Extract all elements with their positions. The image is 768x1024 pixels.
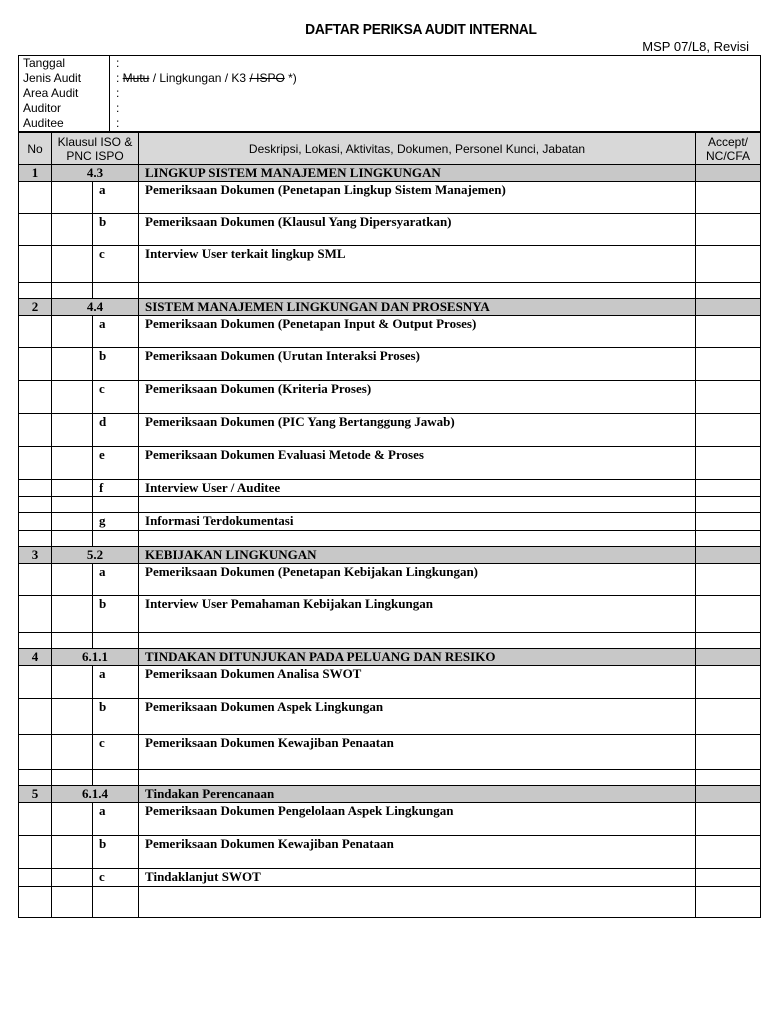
item-letter: d (93, 414, 139, 447)
section-accept-cell[interactable] (696, 649, 761, 666)
item-letter: c (93, 735, 139, 770)
jenis-suffix: *) (284, 71, 297, 85)
checklist-item-row (19, 447, 761, 480)
item-description: Informasi Terdokumentasi (139, 513, 696, 531)
item-accept-cell[interactable] (696, 246, 761, 283)
item-no-cell (19, 803, 52, 836)
section-no: 1 (19, 165, 52, 182)
item-clause-cell (52, 348, 93, 381)
item-accept-cell[interactable] (696, 869, 761, 887)
section-row (19, 649, 761, 666)
item-description: Pemeriksaan Dokumen (Penetapan Lingkup Sistem Manajemen) (139, 182, 696, 214)
item-letter: a (93, 564, 139, 596)
item-no-cell (19, 480, 52, 497)
item-clause-cell (52, 214, 93, 246)
info-label-auditor: Auditor (19, 101, 110, 116)
item-description: Pemeriksaan Dokumen (PIC Yang Bertanggung Jawab) (139, 414, 696, 447)
item-clause-cell (52, 381, 93, 414)
blank-cell (93, 770, 139, 786)
section-no: 4 (19, 649, 52, 666)
blank-row (19, 770, 761, 786)
item-clause-cell (52, 414, 93, 447)
blank-cell (19, 531, 52, 547)
blank-row (19, 283, 761, 299)
item-description: Pemeriksaan Dokumen (Urutan Interaksi Proses) (139, 348, 696, 381)
checklist-item-row (19, 182, 761, 214)
section-clause: 4.3 (52, 165, 139, 182)
audit-info-table (18, 55, 761, 132)
item-clause-cell (52, 447, 93, 480)
section-row (19, 165, 761, 182)
item-letter: b (93, 348, 139, 381)
info-value-tanggal[interactable]: : (110, 56, 761, 72)
item-clause-cell (52, 869, 93, 887)
blank-row (19, 497, 761, 513)
item-description: Pemeriksaan Dokumen (Kriteria Proses) (139, 381, 696, 414)
checklist-item-row (19, 803, 761, 836)
section-clause: 6.1.4 (52, 786, 139, 803)
info-value-area-audit[interactable]: : (110, 86, 761, 101)
item-letter: a (93, 182, 139, 214)
item-no-cell (19, 246, 52, 283)
blank-cell (52, 497, 93, 513)
item-accept-cell[interactable] (696, 414, 761, 447)
accept-cell[interactable] (696, 531, 761, 547)
item-description: Interview User terkait lingkup SML (139, 246, 696, 283)
item-description: Pemeriksaan Dokumen Aspek Lingkungan (139, 699, 696, 735)
info-value-auditor[interactable]: : (110, 101, 761, 116)
info-label-tanggal: Tanggal (19, 56, 110, 72)
item-description: Pemeriksaan Dokumen Pengelolaan Aspek Lingkungan (139, 803, 696, 836)
item-description: Pemeriksaan Dokumen Analisa SWOT (139, 666, 696, 699)
item-clause-cell (52, 836, 93, 869)
blank-cell (19, 770, 52, 786)
blank-cell (139, 633, 696, 649)
item-accept-cell[interactable] (696, 480, 761, 497)
item-clause-cell (52, 513, 93, 531)
blank-cell (139, 770, 696, 786)
checklist-item-row (19, 316, 761, 348)
item-no-cell (19, 348, 52, 381)
accept-cell[interactable] (696, 633, 761, 649)
section-clause: 4.4 (52, 299, 139, 316)
item-no-cell (19, 564, 52, 596)
item-accept-cell[interactable] (696, 447, 761, 480)
header-accept: Accept/ NC/CFA (696, 133, 761, 165)
item-clause-cell (52, 666, 93, 699)
info-value-auditee[interactable]: : (110, 116, 761, 132)
section-clause: 5.2 (52, 547, 139, 564)
checklist-item-row (19, 414, 761, 447)
checklist-item-row (19, 381, 761, 414)
item-letter: c (93, 381, 139, 414)
checklist-item-row (19, 699, 761, 735)
item-clause-cell (52, 246, 93, 283)
blank-cell (93, 887, 139, 918)
item-letter: c (93, 869, 139, 887)
section-title: Tindakan Perencanaan (139, 786, 696, 803)
section-row (19, 786, 761, 803)
item-letter: c (93, 246, 139, 283)
item-accept-cell[interactable] (696, 666, 761, 699)
blank-row (19, 633, 761, 649)
section-no: 3 (19, 547, 52, 564)
section-accept-cell[interactable] (696, 299, 761, 316)
checklist-item-row (19, 246, 761, 283)
item-no-cell (19, 182, 52, 214)
item-description: Interview User / Auditee (139, 480, 696, 497)
blank-cell (139, 531, 696, 547)
item-letter: a (93, 803, 139, 836)
checklist-item-row (19, 513, 761, 531)
checklist-item-row (19, 480, 761, 497)
item-accept-cell[interactable] (696, 803, 761, 836)
item-accept-cell[interactable] (696, 596, 761, 633)
header-deskripsi: Deskripsi, Lokasi, Aktivitas, Dokumen, Personel Kunci, Jabatan (139, 133, 696, 165)
section-accept-cell[interactable] (696, 165, 761, 182)
checklist-item-row (19, 214, 761, 246)
item-letter: g (93, 513, 139, 531)
item-accept-cell[interactable] (696, 182, 761, 214)
accept-cell[interactable] (696, 283, 761, 299)
item-no-cell (19, 869, 52, 887)
section-accept-cell[interactable] (696, 547, 761, 564)
item-clause-cell (52, 699, 93, 735)
blank-row (19, 531, 761, 547)
item-no-cell (19, 735, 52, 770)
item-accept-cell[interactable] (696, 564, 761, 596)
header-klausul: Klausul ISO & PNC ISPO (52, 133, 139, 165)
blank-cell (52, 531, 93, 547)
blank-cell (93, 497, 139, 513)
blank-cell (93, 283, 139, 299)
item-letter: e (93, 447, 139, 480)
item-no-cell (19, 513, 52, 531)
item-accept-cell[interactable] (696, 316, 761, 348)
item-clause-cell (52, 316, 93, 348)
section-no: 5 (19, 786, 52, 803)
blank-cell (19, 283, 52, 299)
item-clause-cell (52, 480, 93, 497)
section-no: 2 (19, 299, 52, 316)
checklist-item-row (19, 666, 761, 699)
item-no-cell (19, 447, 52, 480)
item-no-cell (19, 596, 52, 633)
document-title: DAFTAR PERIKSA AUDIT INTERNAL (305, 21, 537, 38)
blank-cell (52, 887, 93, 918)
item-accept-cell[interactable] (696, 699, 761, 735)
blank-row (19, 887, 761, 918)
blank-cell (19, 497, 52, 513)
item-no-cell (19, 214, 52, 246)
blank-cell (52, 283, 93, 299)
section-clause: 6.1.1 (52, 649, 139, 666)
item-no-cell (19, 699, 52, 735)
header-no: No (19, 133, 52, 165)
accept-cell[interactable] (696, 770, 761, 786)
info-label-area-audit: Area Audit (19, 86, 110, 101)
item-letter: b (93, 836, 139, 869)
section-title: SISTEM MANAJEMEN LINGKUNGAN DAN PROSESNYA (139, 299, 696, 316)
checklist-table (18, 132, 761, 918)
item-letter: a (93, 316, 139, 348)
item-accept-cell[interactable] (696, 214, 761, 246)
item-description: Pemeriksaan Dokumen (Klausul Yang Dipersyaratkan) (139, 214, 696, 246)
checklist-item-row (19, 564, 761, 596)
item-accept-cell[interactable] (696, 381, 761, 414)
accept-cell[interactable] (696, 887, 761, 918)
document-code: MSP 07/L8, Revisi (642, 39, 749, 54)
blank-cell (139, 887, 696, 918)
item-description: Pemeriksaan Dokumen Kewajiban Penataan (139, 836, 696, 869)
item-clause-cell (52, 564, 93, 596)
item-description: Pemeriksaan Dokumen Evaluasi Metode & Proses (139, 447, 696, 480)
checklist-item-row (19, 836, 761, 869)
item-letter: b (93, 214, 139, 246)
item-description: Pemeriksaan Dokumen (Penetapan Kebijakan Lingkungan) (139, 564, 696, 596)
item-no-cell (19, 666, 52, 699)
blank-cell (93, 531, 139, 547)
item-clause-cell (52, 596, 93, 633)
item-no-cell (19, 836, 52, 869)
jenis-option-ispo: / ISPO (249, 71, 285, 85)
info-label-jenis-audit: Jenis Audit (19, 71, 110, 86)
checklist-item-row (19, 735, 761, 770)
item-letter: f (93, 480, 139, 497)
item-no-cell (19, 381, 52, 414)
item-letter: b (93, 596, 139, 633)
blank-cell (19, 633, 52, 649)
jenis-option-mutu: Mutu (122, 71, 150, 85)
info-value-jenis-audit[interactable] (110, 71, 761, 86)
jenis-prefix: : (116, 71, 123, 85)
checklist-item-row (19, 596, 761, 633)
section-title: TINDAKAN DITUNJUKAN PADA PELUANG DAN RESIKO (139, 649, 696, 666)
checklist-item-row (19, 869, 761, 887)
item-accept-cell[interactable] (696, 735, 761, 770)
blank-cell (52, 633, 93, 649)
item-accept-cell[interactable] (696, 836, 761, 869)
accept-cell[interactable] (696, 497, 761, 513)
checklist-item-row (19, 348, 761, 381)
section-row (19, 299, 761, 316)
item-description: Tindaklanjut SWOT (139, 869, 696, 887)
blank-cell (52, 770, 93, 786)
item-clause-cell (52, 735, 93, 770)
jenis-option-lingkungan-k3: / Lingkungan / K3 (149, 71, 250, 85)
item-clause-cell (52, 182, 93, 214)
info-label-auditee: Auditee (19, 116, 110, 132)
section-accept-cell[interactable] (696, 786, 761, 803)
section-title: KEBIJAKAN LINGKUNGAN (139, 547, 696, 564)
item-accept-cell[interactable] (696, 513, 761, 531)
item-letter: a (93, 666, 139, 699)
item-description: Pemeriksaan Dokumen (Penetapan Input & Output Proses) (139, 316, 696, 348)
item-clause-cell (52, 803, 93, 836)
item-no-cell (19, 414, 52, 447)
item-no-cell (19, 316, 52, 348)
item-letter: b (93, 699, 139, 735)
blank-cell (139, 283, 696, 299)
item-description: Pemeriksaan Dokumen Kewajiban Penaatan (139, 735, 696, 770)
section-row (19, 547, 761, 564)
blank-cell (19, 887, 52, 918)
blank-cell (93, 633, 139, 649)
blank-cell (139, 497, 696, 513)
item-accept-cell[interactable] (696, 348, 761, 381)
section-title: LINGKUP SISTEM MANAJEMEN LINGKUNGAN (139, 165, 696, 182)
item-description: Interview User Pemahaman Kebijakan Lingkungan (139, 596, 696, 633)
